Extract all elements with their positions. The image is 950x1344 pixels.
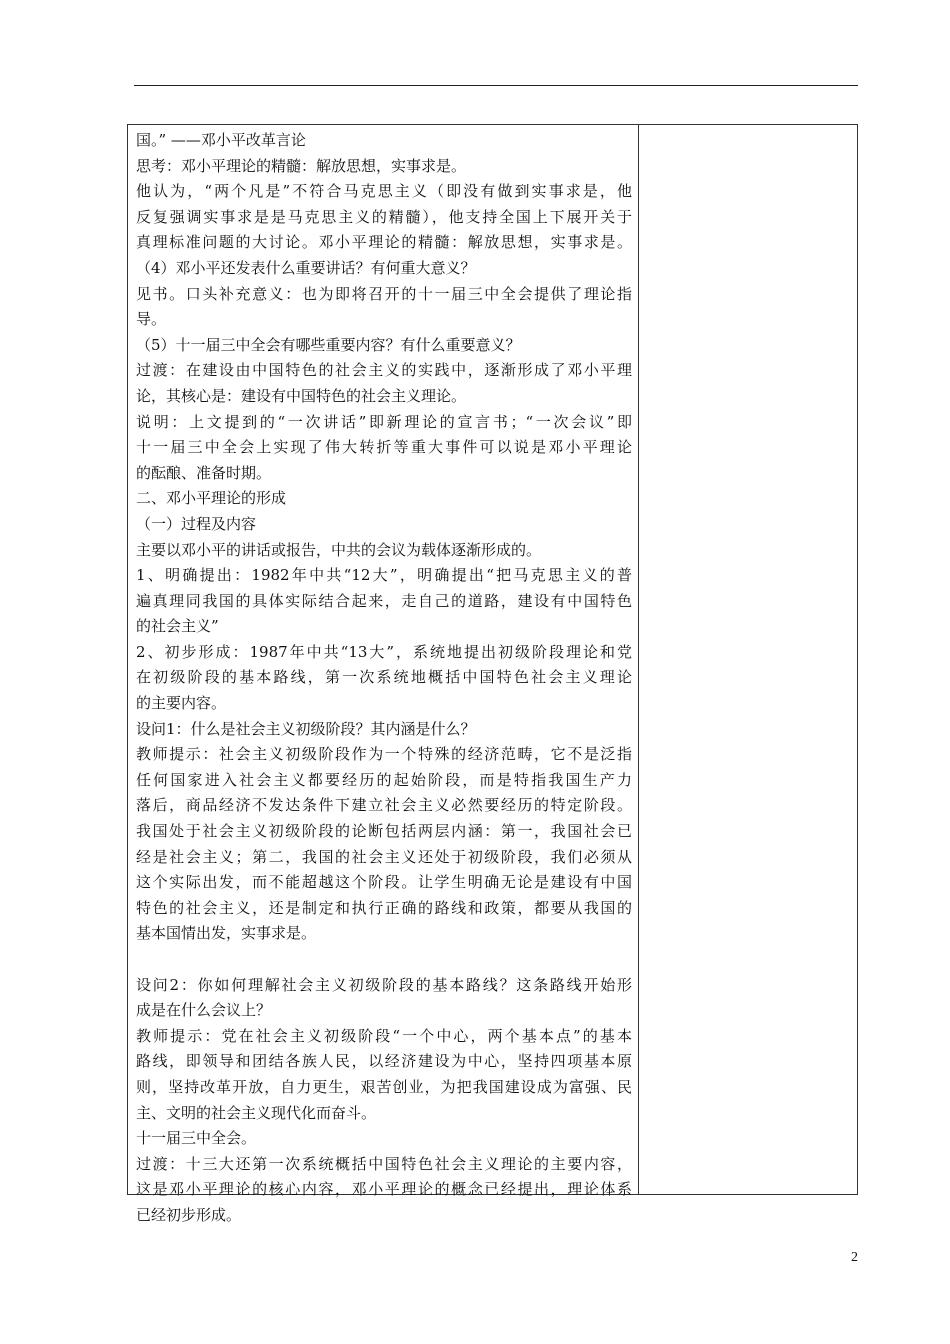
text-line: 国。” ——邓小平改革言论 <box>136 131 306 149</box>
text-line: 过渡：十三大还第一次系统概括中国特色社会主义理论的主要内容， <box>136 1154 632 1173</box>
text-line: 成是在什么会议上？ <box>136 1001 272 1020</box>
text-line: 见书。口头补充意义：也为即将召开的十一届三中全会提供了理论指 <box>136 284 632 303</box>
text-line: 的主要内容。 <box>136 694 227 713</box>
text-line: 主、文明的社会主义现代化而奋斗。 <box>136 1103 377 1122</box>
text-line: 落后，商品经济不发达条件下建立社会主义必然要经历的特定阶段。 <box>136 796 632 815</box>
text-line: （4）邓小平还发表什么重要讲话？有何重大意义？ <box>136 258 476 277</box>
text-line: 主要以邓小平的讲话或报告，中共的会议为载体逐渐形成的。 <box>136 540 542 559</box>
text-line: 已经初步形成。 <box>136 1205 242 1224</box>
text-line: 他认为，“两个凡是”不符合马克思主义（即没有做到实事求是，他 <box>136 182 632 201</box>
text-line: 任何国家进入社会主义都要经历的起始阶段，而是特指我国生产力 <box>136 770 632 789</box>
text-line: 思考：邓小平理论的精髓：解放思想，实事求是。 <box>136 156 467 175</box>
text-line <box>136 947 632 973</box>
text-line: 过渡：在建设由中国特色的社会主义的实践中，逐渐形成了邓小平理 <box>136 361 632 380</box>
text-line: 十一届三中全会。 <box>136 1129 257 1148</box>
text-line: 教师提示：党在社会主义初级阶段“一个中心，两个基本点”的基本 <box>136 1026 632 1045</box>
text-line: （5）十一届三中全会有哪些重要内容？有什么重要意义？ <box>136 335 521 354</box>
text-line: 反复强调实事求是是马克思主义的精髓），他支持全国上下展开关于 <box>136 207 632 226</box>
text-line: 真理标准问题的大讨论。邓小平理论的精髓：解放思想，实事求是。 <box>136 233 632 252</box>
text-line: 说明：上文提到的“一次讲话”即新理论的宣言书；“一次会议”即 <box>136 412 632 431</box>
column-divider <box>638 125 639 1194</box>
text-line: 路线，即领导和团结各族人民，以经济建设为中心，坚持四项基本原 <box>136 1052 632 1071</box>
text-line: 导。 <box>136 310 167 329</box>
text-line: 遍真理同我国的具体实际结合起来，走自己的道路，建设有中国特色 <box>136 591 632 610</box>
text-line: 的社会主义” <box>136 617 219 636</box>
text-line: 设问2：你如何理解社会主义初级阶段的基本路线？这条路线开始形 <box>136 975 632 994</box>
text-line: 二、邓小平理论的形成 <box>136 489 287 508</box>
text-line: 这是邓小平理论的核心内容，邓小平理论的概念已经提出，理论体系 <box>136 1180 632 1199</box>
content-table <box>127 124 858 1224</box>
text-line: 1、明确提出：1982年中共“12大”，明确提出“把马克思主义的普 <box>136 566 632 585</box>
text-line: 这个实际出发，而不能超越这个阶段。让学生明确无论是建设有中国 <box>136 873 632 892</box>
text-line: 的酝酿、准备时期。 <box>136 463 272 482</box>
page-number: 2 <box>851 1250 858 1265</box>
text-line: 2、初步形成：1987年中共“13大”，系统地提出初级阶段理论和党 <box>136 642 632 661</box>
text-line: 我国处于社会主义初级阶段的论断包括两层内涵：第一，我国社会已 <box>136 822 632 841</box>
text-line: 十一届三中全会上实现了伟大转折等重大事件可以说是邓小平理论 <box>136 438 632 457</box>
text-line: 论，其核心是：建设有中国特色的社会主义理论。 <box>136 386 467 405</box>
text-line: 经是社会主义；第二，我国的社会主义还处于初级阶段，我们必须从 <box>136 847 632 866</box>
text-line: 设问1：什么是社会主义初级阶段？其内涵是什么？ <box>136 719 476 738</box>
text-line: 基本国情出发，实事求是。 <box>136 924 317 943</box>
main-content-cell <box>136 128 632 1229</box>
text-line: 在初级阶段的基本路线，第一次系统地概括中国特色社会主义理论 <box>136 668 632 687</box>
text-line: 教师提示：社会主义初级阶段作为一个特殊的经济范畴，它不是泛指 <box>136 745 632 764</box>
text-line: 特色的社会主义，还是制定和执行正确的路线和政策，都要从我国的 <box>136 898 632 917</box>
text-line: 则，坚持改革开放，自力更生，艰苦创业，为把我国建设成为富强、民 <box>136 1077 632 1096</box>
header-rule <box>134 85 858 86</box>
text-line: （一）过程及内容 <box>136 514 257 533</box>
